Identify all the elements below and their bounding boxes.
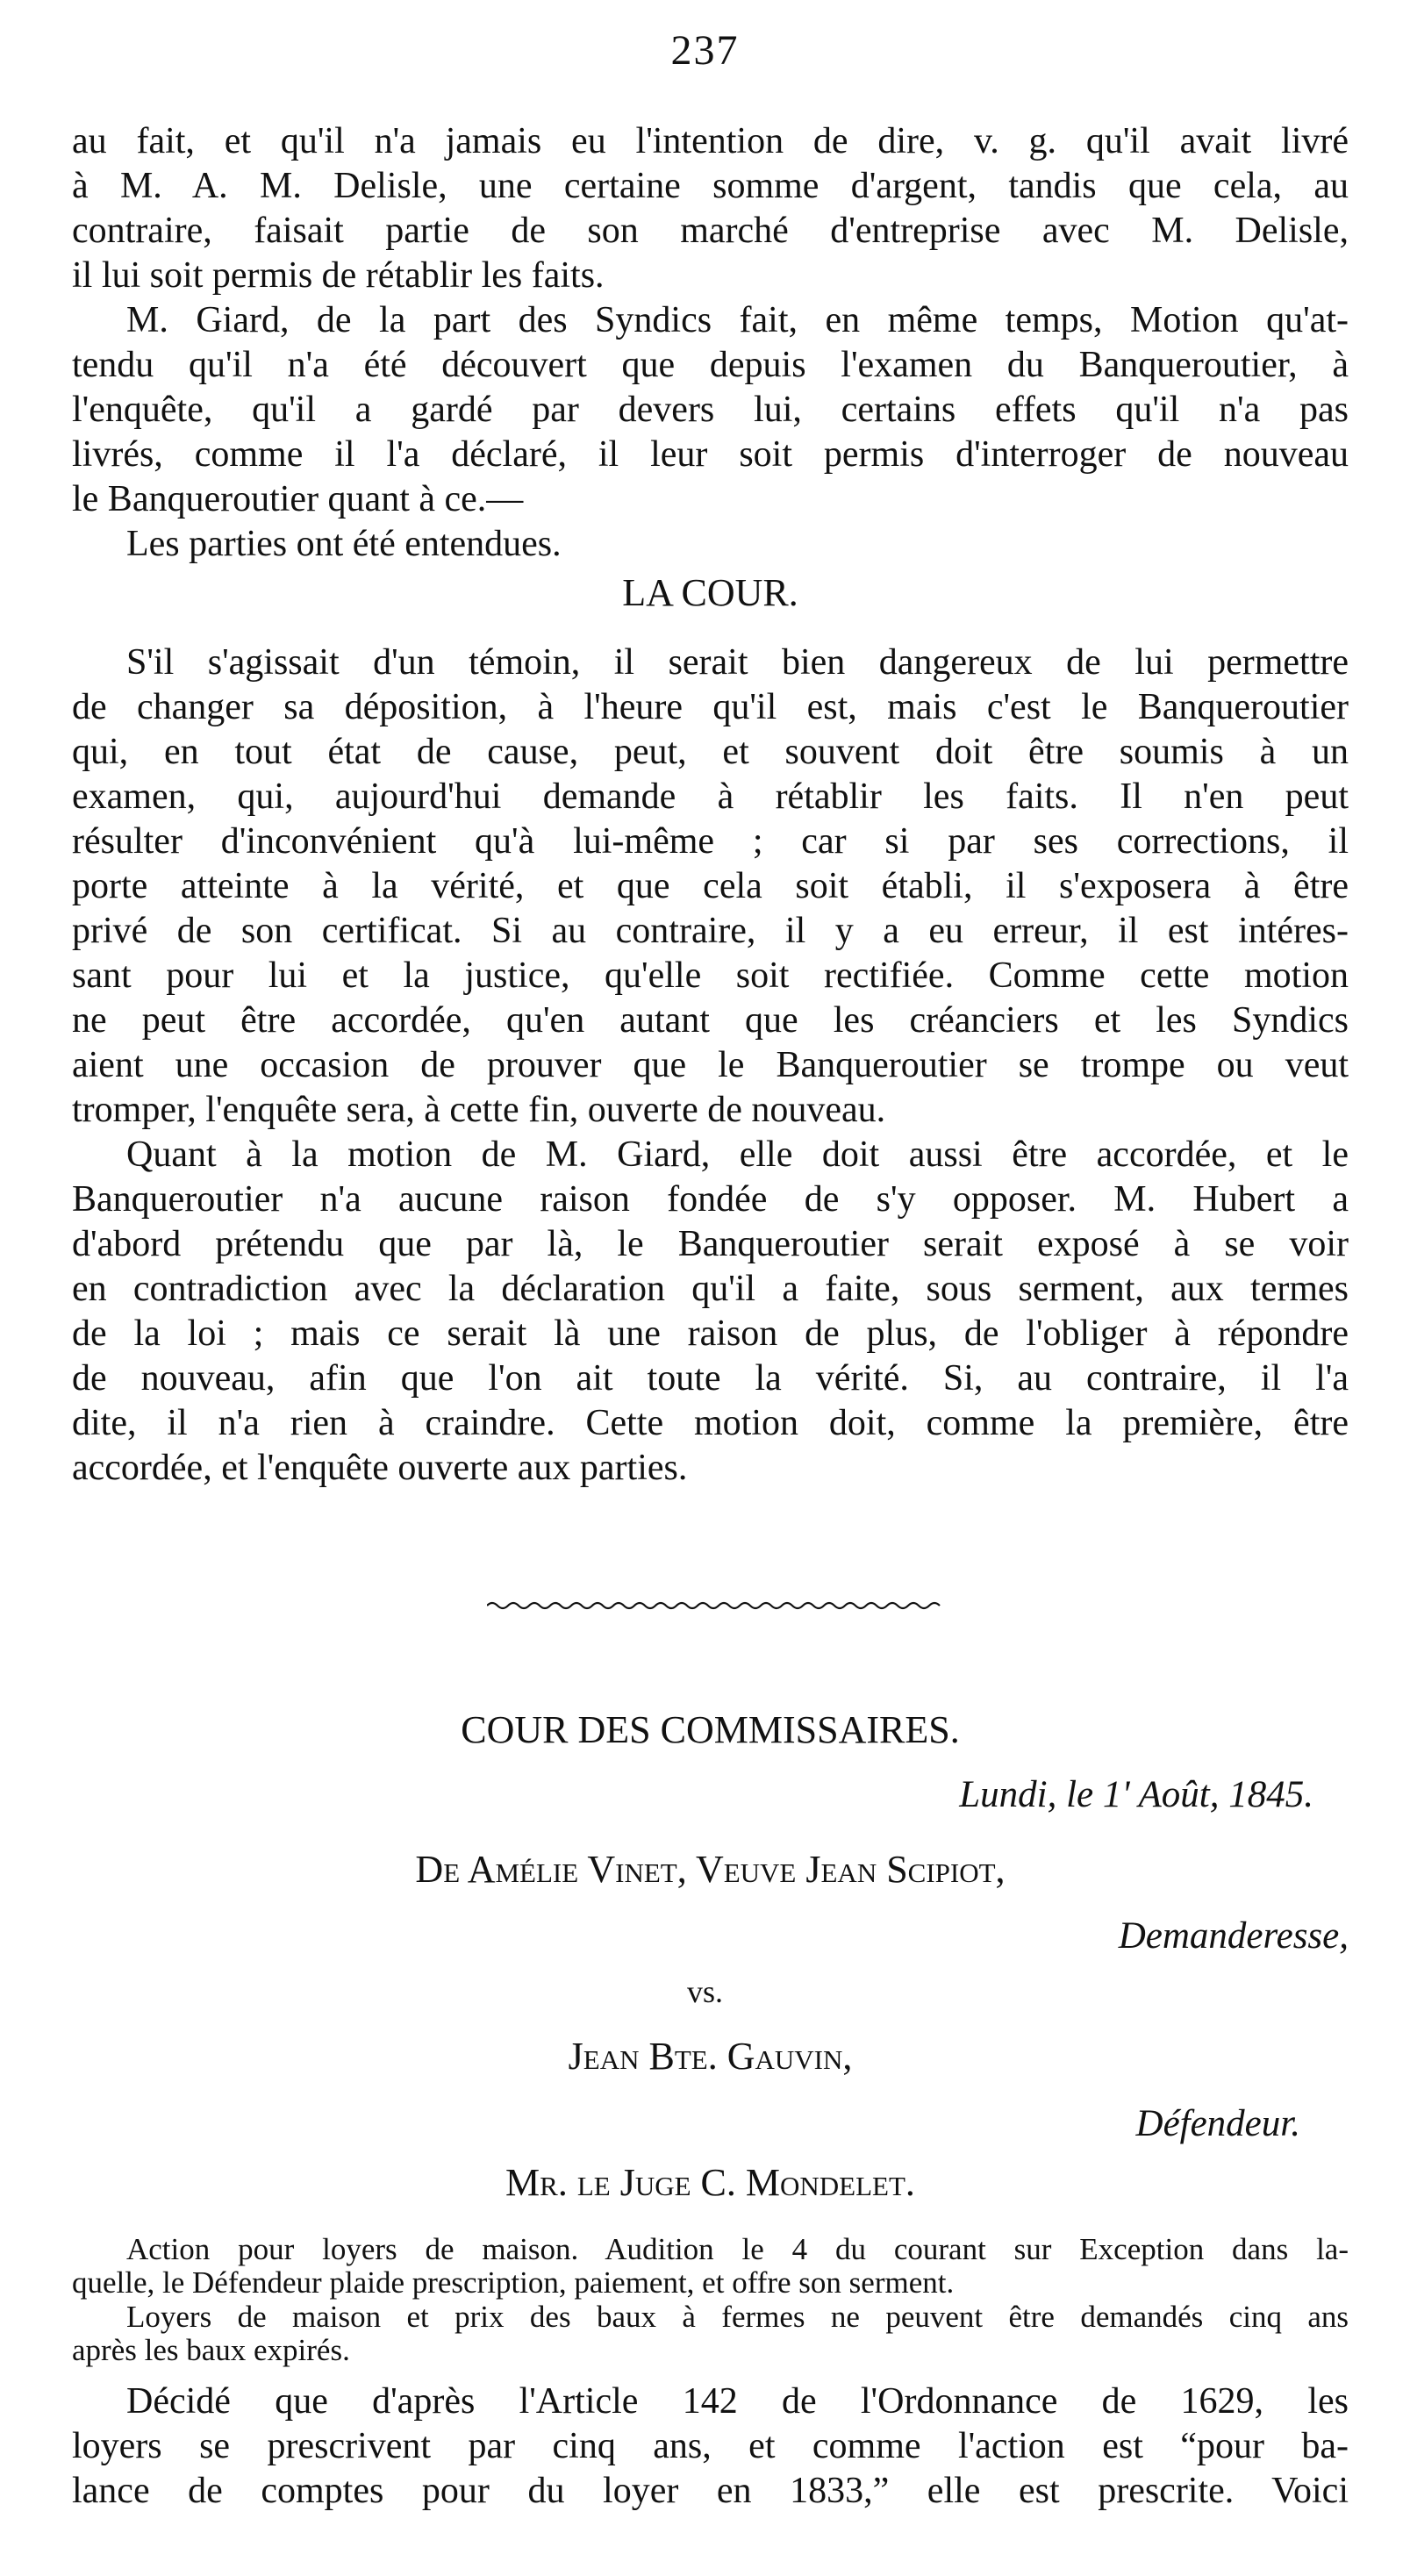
page-number: 237 [670,27,740,74]
text-line: le Banqueroutier quant à ce.— [72,479,524,519]
text-line: après les baux expirés. [72,2333,350,2367]
court-title: COUR DES COMMISSAIRES. [461,1708,960,1751]
text-line: l'enquête, qu'il a gardé par devers lui, certains effets qu'il n'a pas [72,390,1349,430]
text-line: S'il s'agissait d'un témoin, il serait bien dangereux de lui permettre [126,642,1349,683]
text-line: sant pour lui et la justice, qu'elle soit rectifiée. Comme cette motion [72,955,1349,996]
text-line: à M. A. M. Delisle, une certaine somme d'argent, tandis que cela, au [72,166,1349,206]
text-line: il lui soit permis de rétablir les faits. [72,255,605,296]
paragraph-court-ruling [72,640,1349,1133]
text-line: de changer sa déposition, à l'heure qu'il est, mais c'est le Banqueroutier [72,687,1349,727]
text-line: dite, il n'a rien à craindre. Cette motion doit, comme la première, être [72,1403,1349,1443]
text-line: Action pour loyers de maison. Audition le 4 du courant sur Exception dans la- [126,2232,1349,2266]
text-line: Banqueroutier n'a aucune raison fondée de s'y opposer. M. Hubert a [72,1179,1349,1220]
text-line: Les parties ont été entendues. [126,524,562,564]
text-line: de nouveau, afin que l'on ait toute la vérité. Si, au contraire, il l'a [72,1358,1349,1399]
defendant-name: Jean Bte. Gauvin, [568,2035,853,2078]
text-line: en contradiction avec la déclaration qu'il a faite, sous serment, aux termes [72,1269,1349,1309]
text-line: tendu qu'il n'a été découvert que depuis l'examen du Banqueroutier, à [72,345,1349,385]
plaintiff-name: De Amélie Vinet, Veuve Jean Scipiot, [415,1848,1006,1891]
text-line: tromper, l'enquête sera, à cette fin, ouverte de nouveau. [72,1090,886,1130]
text-line: au fait, et qu'il n'a jamais eu l'intention de dire, v. g. qu'il avait livré [72,121,1349,161]
defendant-role: Défendeur. [1135,2103,1300,2144]
text-line: loyers se prescrivent par cinq ans, et comme l'action est “pour ba- [72,2426,1349,2466]
judge-name: Mr. le Juge C. Mondelet. [505,2161,915,2204]
plaintiff-role: Demanderesse, [1118,1915,1349,1957]
paragraph-giard-ruling [72,1133,1349,1491]
text-line: d'abord prétendu que par là, le Banqueroutier serait exposé à se voir [72,1224,1349,1264]
paragraph-continuation [72,119,1349,298]
text-line: résulter d'inconvénient qu'à lui-même ; car si par ses corrections, il [72,821,1349,862]
text-line: privé de son certificat. Si au contraire, il y a eu erreur, il est intéres- [72,911,1349,951]
case-summary-2 [72,2301,1349,2367]
text-line: ne peut être accordée, qu'en autant que les créanciers et les Syndics [72,1000,1349,1041]
case-date: Lundi, le 1' Août, 1845. [959,1774,1313,1815]
paragraph-giard-motion [72,298,1349,567]
text-line: qui, en tout état de cause, peut, et souvent doit être soumis à un [72,732,1349,772]
text-line: accordée, et l'enquête ouverte aux parties. [72,1448,688,1488]
text-line: de la loi ; mais ce serait là une raison de plus, de l'obliger à répondre [72,1313,1349,1354]
text-line: contraire, faisait partie de son marché d'entreprise avec M. Delisle, [72,211,1349,251]
wavy-separator [487,1599,943,1612]
text-line: Loyers de maison et prix des baux à fermes ne peuvent être demandés cinq ans [126,2300,1349,2334]
versus-label: vs. [686,1974,723,2009]
section-heading: LA COUR. [622,571,798,614]
text-line: quelle, le Défendeur plaide prescription, paiement, et offre son serment. [72,2265,955,2300]
case-summary-1 [72,2233,1349,2300]
text-line: examen, qui, aujourd'hui demande à rétablir les faits. Il n'en peut [72,776,1349,817]
decision-paragraph [72,2379,1349,2514]
text-line: Décidé que d'après l'Article 142 de l'Ordonnance de 1629, les [126,2381,1349,2422]
text-line: Quant à la motion de M. Giard, elle doit aussi être accordée, et le [126,1134,1349,1175]
text-line: porte atteinte à la vérité, et que cela soit établi, il s'exposera à être [72,866,1349,906]
text-line: lance de comptes pour du loyer en 1833,” elle est prescrite. Voici [72,2471,1349,2511]
text-line: livrés, comme il l'a déclaré, il leur soit permis d'interroger de nouveau [72,434,1349,475]
text-line: M. Giard, de la part des Syndics fait, en même temps, Motion qu'at- [126,300,1349,340]
text-line: aient une occasion de prouver que le Banqueroutier se trompe ou veut [72,1045,1349,1085]
